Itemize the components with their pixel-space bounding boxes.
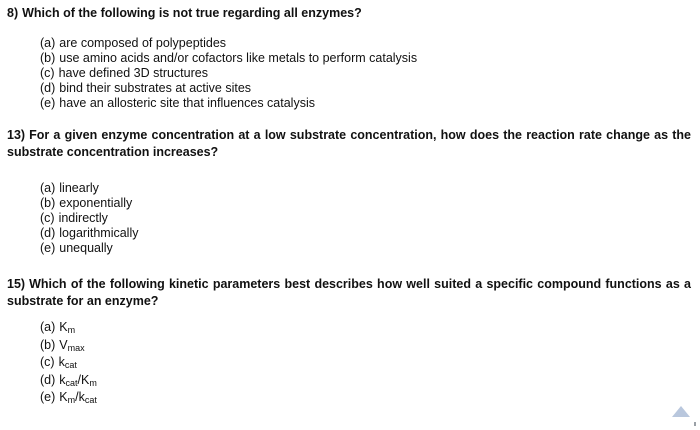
option-text: $k_{cat}/K_m$ <box>59 372 97 388</box>
option-label: (b) <box>40 196 56 210</box>
option-label: (d) <box>40 81 56 95</box>
option-text: are composed of polypeptides <box>59 36 227 50</box>
question-15-options <box>7 319 691 407</box>
question-8-option-b <box>40 51 691 66</box>
option-text: $K_m/k_{cat}$ <box>59 390 97 405</box>
option-label: (c) <box>40 66 55 80</box>
option-label: (a) <box>40 36 56 50</box>
question-13-option-b <box>40 196 691 211</box>
question-15-text <box>7 276 691 310</box>
question-15-option-c <box>40 354 691 372</box>
question-15-option-b <box>40 337 691 355</box>
option-text: indirectly <box>58 211 108 225</box>
scroll-to-top-icon[interactable] <box>672 406 690 417</box>
option-label: (c) <box>40 211 55 225</box>
option-label: (d) <box>40 226 56 240</box>
question-8-text <box>7 5 691 22</box>
question-8-number: 8) <box>7 6 19 20</box>
question-8-option-a <box>40 36 691 51</box>
option-label: (e) <box>40 241 56 255</box>
option-text: have an allosteric site that influences catalysis <box>59 96 315 110</box>
option-label: (b) <box>40 51 56 65</box>
question-13-option-e <box>40 241 691 256</box>
option-text: $k_{cat}$ <box>58 355 77 370</box>
option-text: $K_m$ <box>59 320 76 335</box>
option-label: (e) <box>40 96 56 110</box>
question-8-options <box>7 36 691 111</box>
question-13-options <box>7 181 691 256</box>
option-text: have defined 3D structures <box>58 66 208 80</box>
question-13-option-d <box>40 226 691 241</box>
option-label: (c) <box>40 355 55 369</box>
page-artifact-mark <box>694 422 696 426</box>
option-label: (a) <box>40 320 56 334</box>
question-15 <box>7 276 691 407</box>
option-text: unequally <box>59 241 113 255</box>
question-8-option-d <box>40 81 691 96</box>
option-text: exponentially <box>59 196 133 210</box>
option-label: (b) <box>40 337 56 352</box>
option-text: $V_{max}$ <box>59 337 85 353</box>
option-text: linearly <box>59 181 99 195</box>
question-13-number: 13) <box>7 128 26 142</box>
option-label: (e) <box>40 390 56 404</box>
option-label: (d) <box>40 372 56 387</box>
question-15-number: 15) <box>7 277 26 291</box>
question-8-option-e <box>40 96 691 111</box>
question-15-body: Which of the following kinetic parameters best describes how well suited a specific compound functions as a substrate for an enzyme? <box>7 277 691 308</box>
option-text: bind their substrates at active sites <box>59 81 252 95</box>
question-13-option-c <box>40 211 691 226</box>
question-13 <box>7 127 691 256</box>
question-13-option-a <box>40 181 691 196</box>
option-text: logarithmically <box>59 226 139 240</box>
option-label: (a) <box>40 181 56 195</box>
question-15-option-e <box>40 389 691 407</box>
question-15-option-d <box>40 372 691 390</box>
option-text: use amino acids and/or cofactors like metals to perform catalysis <box>59 51 418 65</box>
question-8 <box>7 5 691 111</box>
question-8-option-c <box>40 66 691 81</box>
question-13-body: For a given enzyme concentration at a low substrate concentration, how does the reaction rate change as the substrate concentration increases? <box>7 128 691 159</box>
question-15-option-a <box>40 319 691 337</box>
question-8-body: Which of the following is not true regarding all enzymes? <box>22 6 362 20</box>
question-13-text <box>7 127 691 161</box>
